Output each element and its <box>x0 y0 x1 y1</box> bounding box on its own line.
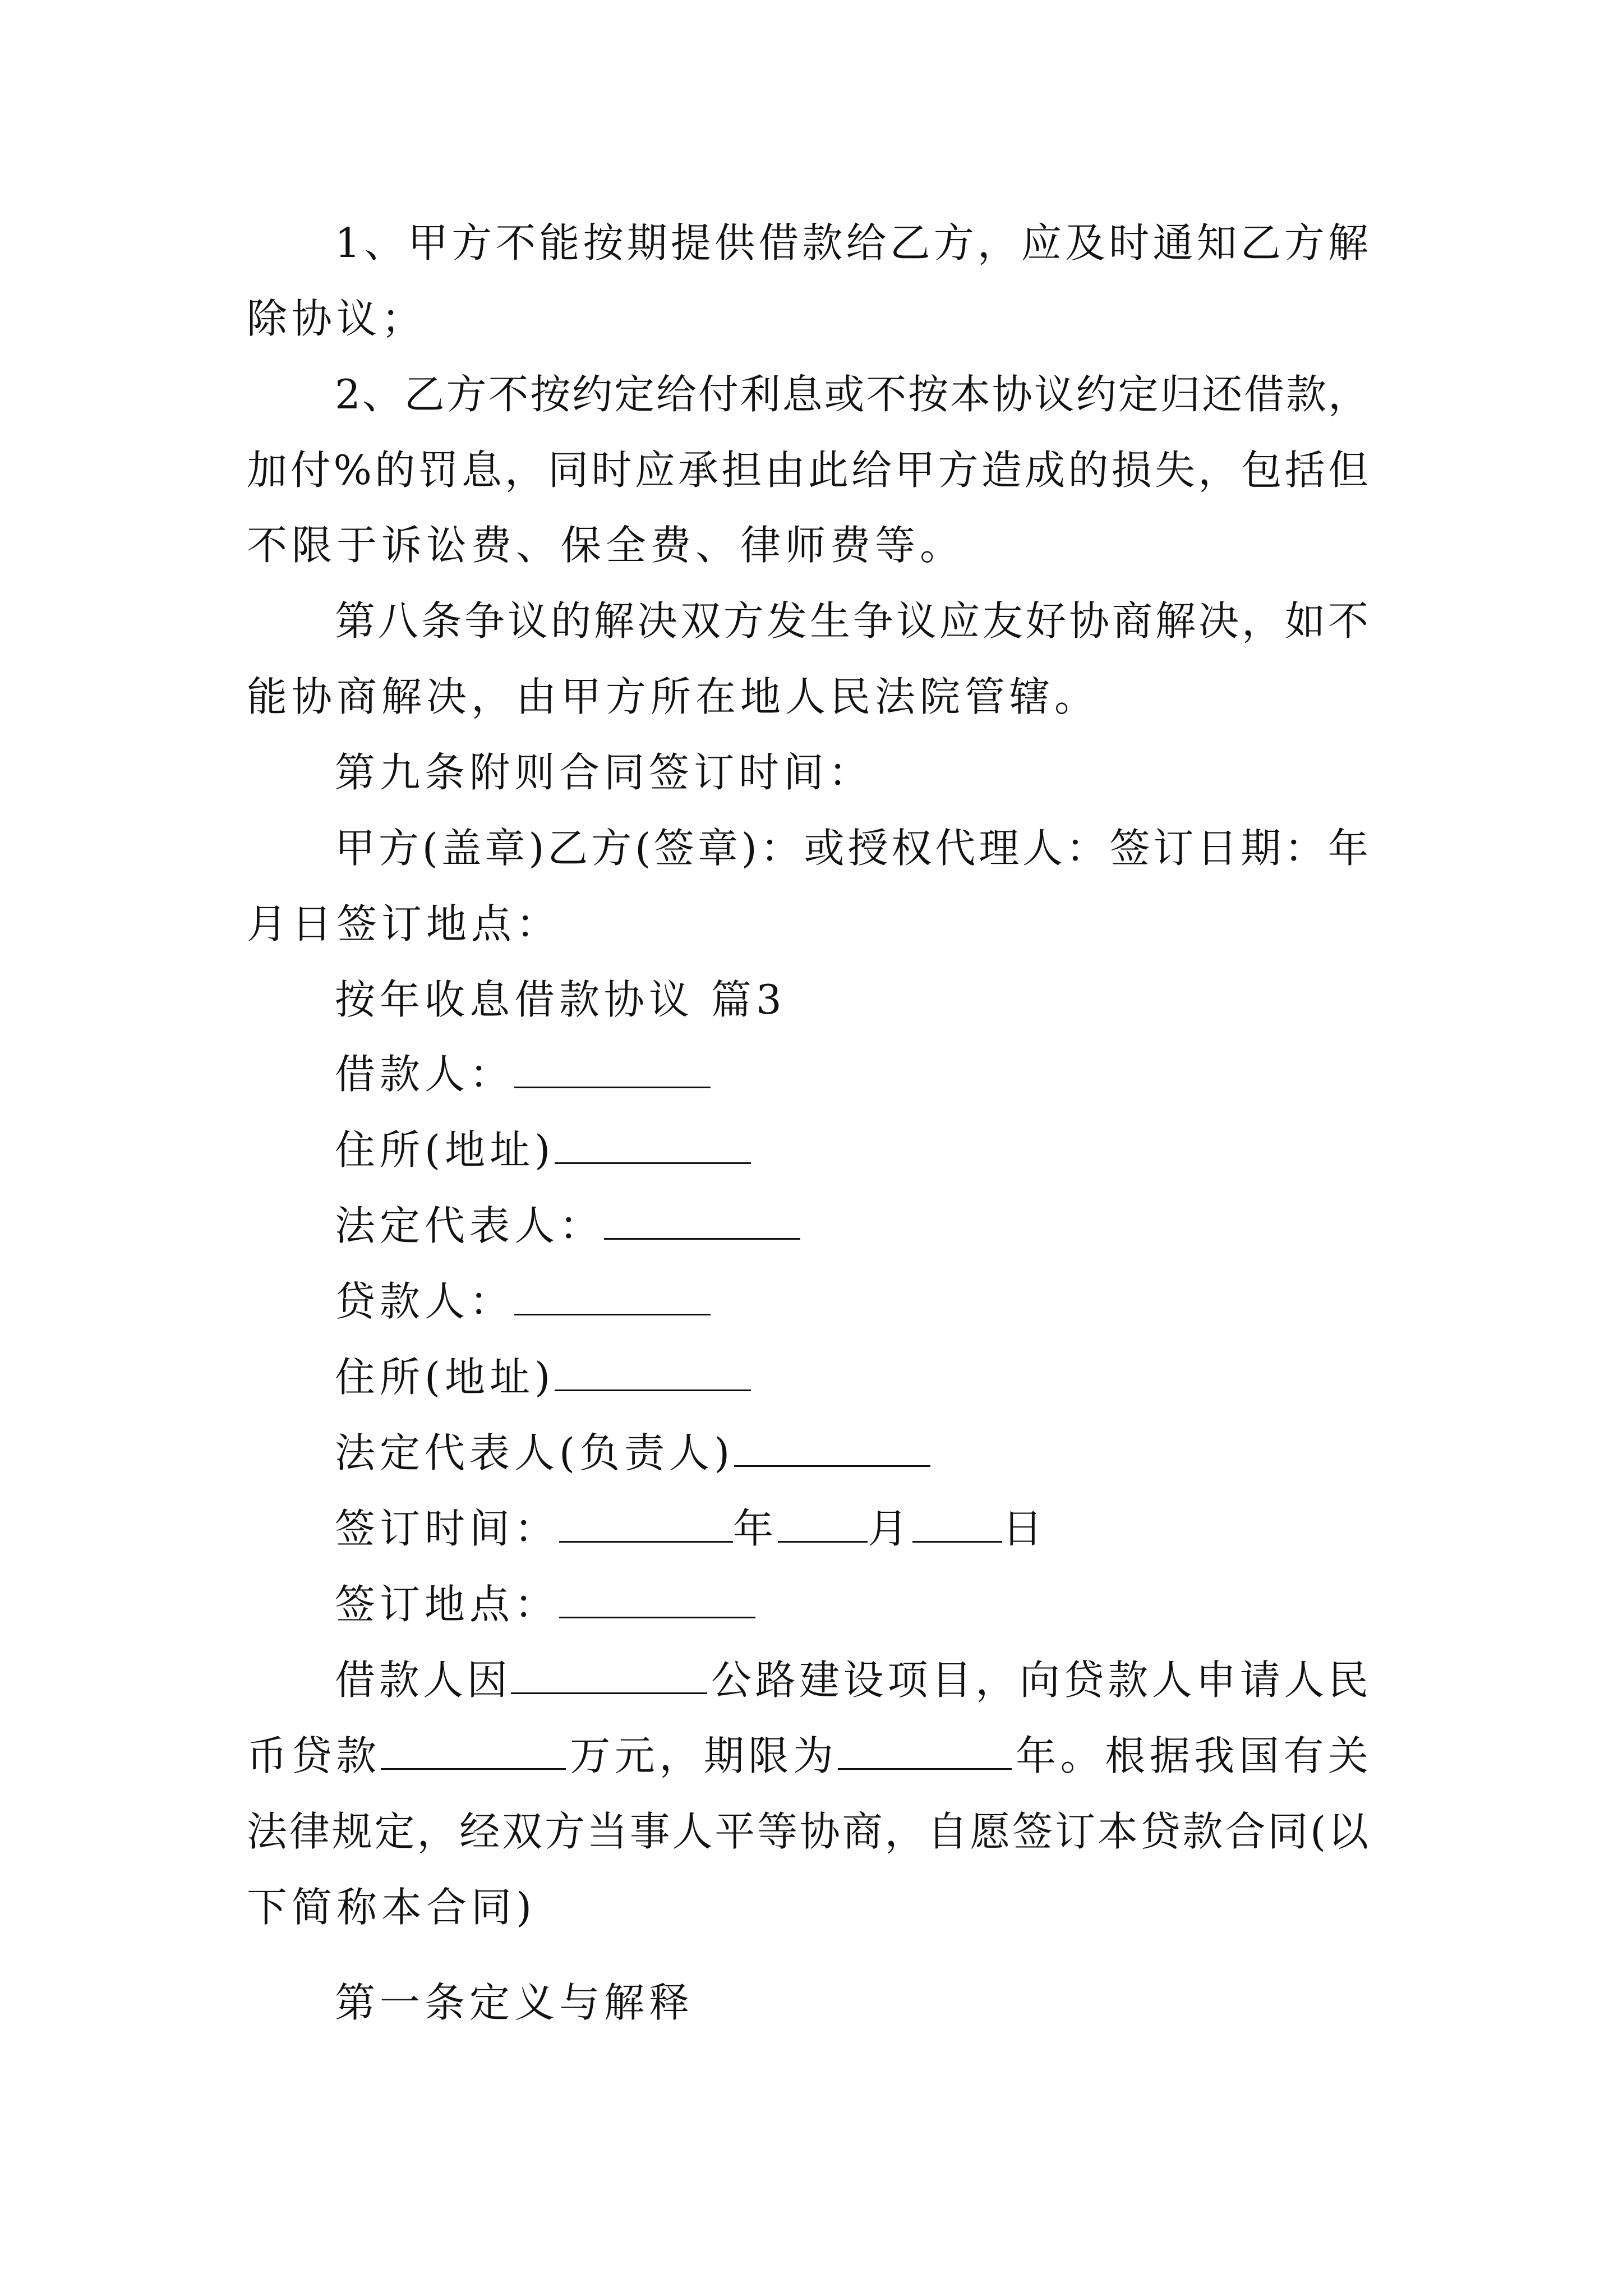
borrower-blank <box>514 1052 711 1088</box>
signing-month-blank <box>778 1506 868 1543</box>
borrower-address-label: 住所(地址) <box>335 1126 555 1174</box>
preamble-text-2a: 币贷款 <box>247 1732 381 1779</box>
clause-8-line-1: 第八条争议的解决双方发生争议应友好协商解决，如不 <box>335 597 1368 645</box>
preamble-text-1b: 公路建设项目，向贷款人申请人民 <box>707 1657 1368 1704</box>
loan-amount-blank <box>381 1733 566 1770</box>
signing-year-blank <box>559 1506 733 1543</box>
signing-day-unit: 日 <box>1002 1505 1048 1552</box>
lender-legal-rep-blank <box>734 1430 930 1467</box>
preamble-text-1a: 借款人因 <box>335 1657 511 1704</box>
preamble-line-1 <box>335 1655 1368 1705</box>
lender-address-label: 住所(地址) <box>335 1354 555 1401</box>
signing-month-unit: 月 <box>868 1505 913 1552</box>
preamble-text-2c: 年。根据我国有关 <box>1011 1732 1368 1779</box>
borrower-address-blank <box>555 1128 751 1164</box>
preamble-line-3: 法律规定，经双方当事人平等协商，自愿签订本贷款合同(以 <box>247 1808 1368 1855</box>
preamble-line-2 <box>247 1731 1368 1781</box>
clause-7-item-2-line-2: 加付%的罚息，同时应承担由此给甲方造成的损失，包括但 <box>247 447 1368 494</box>
clause-7-item-2-line-1: 2、乙方不按约定给付利息或不按本协议约定归还借款， <box>335 371 1368 418</box>
borrower-legal-rep-line <box>335 1200 800 1251</box>
preamble-line-4: 下简称本合同) <box>247 1884 537 1931</box>
signature-line-1: 甲方(盖章)乙方(签章)：或授权代理人：签订日期：年 <box>335 825 1368 872</box>
signing-place-line <box>335 1579 755 1630</box>
clause-7-item-1-line-2: 除协议； <box>247 295 427 342</box>
signing-day-blank <box>912 1506 1002 1543</box>
signing-date-line <box>335 1503 1047 1554</box>
lender-line <box>335 1276 711 1327</box>
loan-term-blank <box>838 1733 1012 1770</box>
signing-year-unit: 年 <box>733 1505 778 1552</box>
borrower-label: 借款人： <box>335 1051 515 1098</box>
signing-date-label: 签订时间： <box>335 1505 560 1552</box>
signing-place-blank <box>559 1582 755 1618</box>
clause-7-item-1-line-1: 1、甲方不能按期提供借款给乙方，应及时通知乙方解 <box>335 219 1368 266</box>
clause-7-item-2-line-3: 不限于诉讼费、保全费、律师费等。 <box>247 522 965 569</box>
lender-label: 贷款人： <box>335 1278 515 1325</box>
lender-address-blank <box>555 1355 751 1391</box>
clause-9-heading: 第九条附则合同签订时间： <box>335 749 874 796</box>
borrower-line <box>335 1049 711 1099</box>
borrower-address-line <box>335 1125 751 1175</box>
lender-address-line <box>335 1352 751 1402</box>
signing-place-label: 签订地点： <box>335 1581 560 1628</box>
section-title: 按年收息借款协议 篇3 <box>335 976 786 1023</box>
preamble-text-2b: 万元，期限为 <box>565 1732 838 1779</box>
article-1-heading: 第一条定义与解释 <box>335 1979 694 2026</box>
lender-legal-rep-label: 法定代表人(负责人) <box>335 1429 735 1476</box>
clause-8-line-2: 能协商解决，由甲方所在地人民法院管辖。 <box>247 673 1100 720</box>
lender-blank <box>514 1279 711 1315</box>
lender-legal-rep-line <box>335 1428 930 1478</box>
project-name-blank <box>511 1658 707 1694</box>
borrower-legal-rep-label: 法定代表人： <box>335 1202 605 1249</box>
borrower-legal-rep-blank <box>604 1203 800 1240</box>
signature-line-2: 月日签订地点： <box>247 900 561 947</box>
